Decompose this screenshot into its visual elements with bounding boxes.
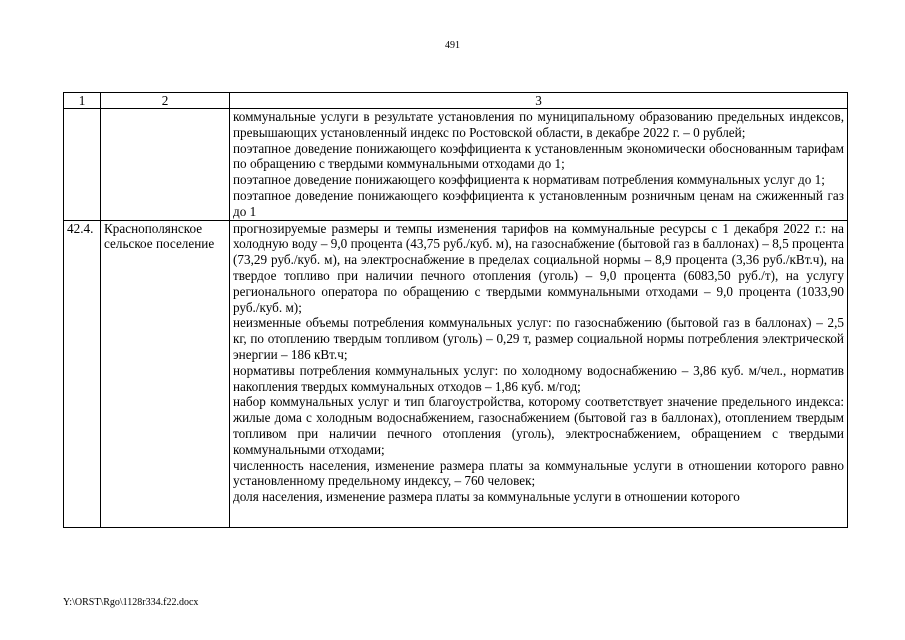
document-table — [63, 92, 848, 528]
row-content — [230, 109, 848, 221]
row-number: 42.4. — [64, 220, 101, 527]
paragraph: численность населения, изменение размера платы за коммунальные услуги в отношении которого равно установленному предельному индексу, – 760 человек; — [233, 457, 844, 489]
table-row — [64, 109, 848, 221]
settlement-name — [101, 109, 230, 221]
paragraph: коммунальные услуги в результате установления по муниципальному образованию предельных индексов, превышающих установленный индекс по Ростовской области, в декабре 2022 г. – 0 рублей; — [233, 109, 844, 140]
settlement-name: Краснополянское сельское поселение — [101, 220, 230, 527]
paragraph: поэтапное доведение понижающего коэффициента к нормативам потребления коммунальных услуг до 1; — [233, 172, 825, 188]
paragraph: доля населения, изменение размера платы за коммунальные услуги в отношении которого — [233, 489, 740, 505]
table-row — [64, 220, 848, 527]
paragraph: набор коммунальных услуг и тип благоустройства, которому соответствует значение предельного индекса: жилые дома с холодным водоснабжением, газоснабжением (бытовой газ в баллонах), отоплением твердым топливом при наличии печного отопления (уголь), электроснабжением, обращением с твердыми коммунальными отходами; — [233, 394, 844, 457]
table-header-row — [64, 93, 848, 109]
column-header-2: 2 — [101, 93, 230, 109]
paragraph: неизменные объемы потребления коммунальных услуг: по газоснабжению (бытовой газ в баллонах) – 2,5 кг, по отоплению твердым топливом (уголь) – 0,29 т, размер социальной нормы потребления электрической энергии – 186 кВт.ч; — [233, 315, 844, 362]
column-header-1: 1 — [64, 93, 101, 109]
page-number: 491 — [445, 40, 460, 51]
paragraph: нормативы потребления коммунальных услуг: по холодному водоснабжению – 3,86 куб. м/чел., норматив накопления твердых коммунальных отходов – 1,86 куб. м/год; — [233, 362, 844, 394]
file-path: Y:\ORST\Rgo\1128r334.f22.docx — [63, 597, 199, 608]
column-header-3: 3 — [230, 93, 848, 109]
row-number — [64, 109, 101, 221]
paragraph: поэтапное доведение понижающего коэффициента к установленным экономически обоснованным тарифам по обращению с твердыми коммунальными отходами до 1; — [233, 140, 844, 172]
row-content — [230, 220, 848, 527]
content-clip — [233, 221, 844, 527]
paragraph: прогнозируемые размеры и темпы изменения тарифов на коммунальные ресурсы с 1 декабря 2022 г.: на холодную воду – 9,0 процента (43,75 руб./куб. м), на газоснабжение (бытовой газ в баллонах) – 8,5 процента (73,29 руб./куб. м), на электроснабжение в пределах социальной нормы – 8,9 процента (3,36 руб./кВт.ч), на твердое топливо при наличии печного отопления (уголь) – 9,0 процента (6083,50 руб./т), на услугу регионального оператора по обращению с твердыми коммунальными отходами – 9,0 процента (1033,90 руб./куб. м); — [233, 220, 844, 315]
paragraph: поэтапное доведение понижающего коэффициента к установленным розничным ценам на сжиженный газ до 1 — [233, 187, 844, 219]
